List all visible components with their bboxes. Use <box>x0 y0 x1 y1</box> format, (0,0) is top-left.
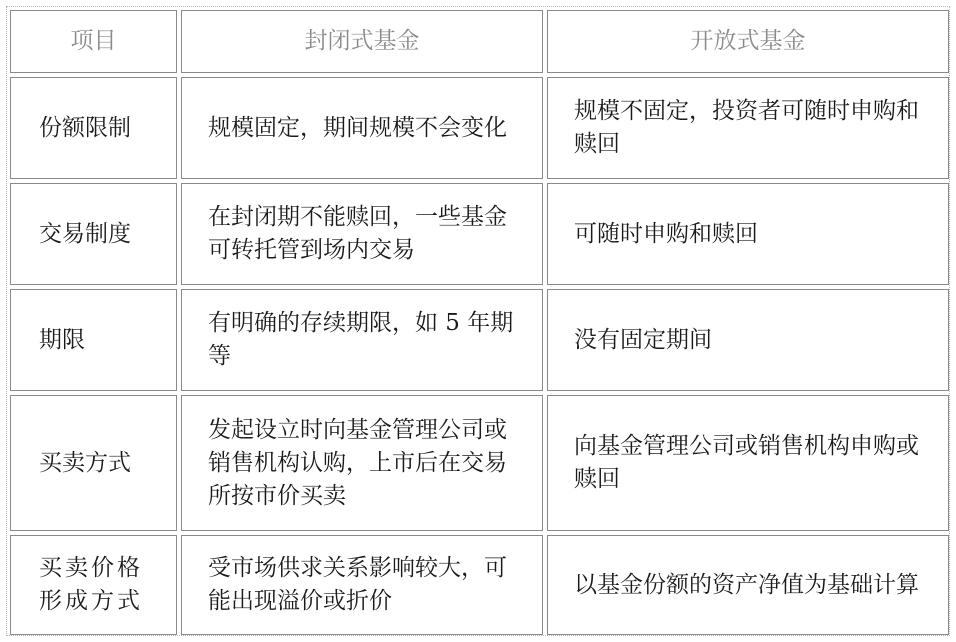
comparison-table <box>10 10 949 635</box>
cell-term-closed: 有明确的存续期限，如 5 年期等 <box>181 289 543 391</box>
row-label-trading-method: 买卖方式 <box>10 395 177 531</box>
header-item: 项目 <box>10 10 177 73</box>
cell-trading-system-open: 可随时申购和赎回 <box>547 183 949 285</box>
header-open-fund: 开放式基金 <box>547 10 949 73</box>
row-label-trading-system: 交易制度 <box>10 183 177 285</box>
cell-term-open: 没有固定期间 <box>547 289 949 391</box>
cell-trading-method-closed: 发起设立时向基金管理公司或销售机构认购，上市后在交易所按市价买卖 <box>181 395 543 531</box>
cell-price-formation-closed: 受市场供求关系影响较大，可能出现溢价或折价 <box>181 535 543 635</box>
cell-share-limit-closed: 规模固定，期间规模不会变化 <box>181 77 543 179</box>
row-label-share-limit: 份额限制 <box>10 77 177 179</box>
cell-price-formation-open: 以基金份额的资产净值为基础计算 <box>547 535 949 635</box>
cell-trading-method-open: 向基金管理公司或销售机构申购或赎回 <box>547 395 949 531</box>
header-closed-fund: 封闭式基金 <box>181 10 543 73</box>
cell-trading-system-closed: 在封闭期不能赎回，一些基金可转托管到场内交易 <box>181 183 543 285</box>
row-label-term: 期限 <box>10 289 177 391</box>
cell-share-limit-open: 规模不固定，投资者可随时申购和赎回 <box>547 77 949 179</box>
row-label-price-formation: 买卖价格形成方式 <box>10 535 177 635</box>
